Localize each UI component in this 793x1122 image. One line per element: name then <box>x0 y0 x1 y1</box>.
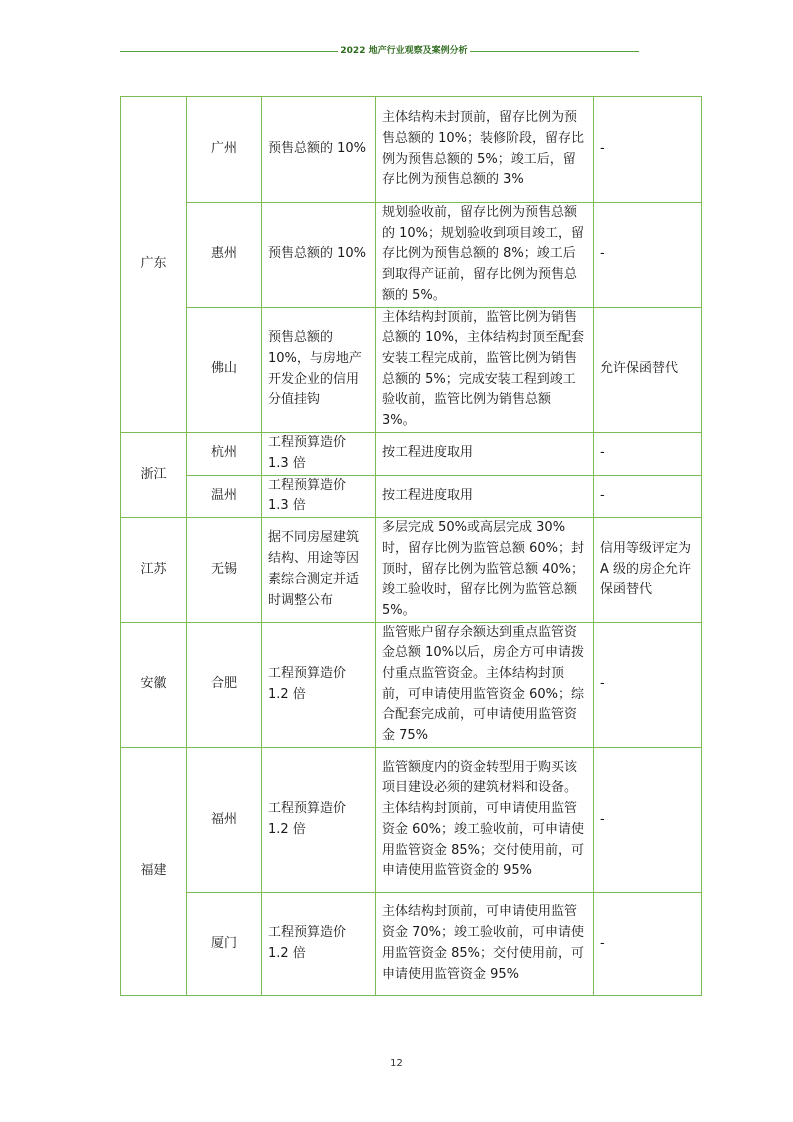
header-rule-left <box>120 51 338 52</box>
province-cell: 安徽 <box>121 622 187 747</box>
province-cell: 广东 <box>121 97 187 433</box>
schedule-cell: 主体结构封顶前，可申请使用监管资金 70%；竣工验收前，可申请使用监管资金 85%；交付使用前，可申请使用监管资金 95% <box>376 892 594 995</box>
city-cell: 无锡 <box>187 518 262 623</box>
note-cell: - <box>594 203 702 308</box>
running-header: 2022 地产行业观察及案例分析 <box>340 46 468 56</box>
page-number: 12 <box>390 1058 403 1069</box>
table-row <box>121 97 702 203</box>
table-row <box>121 518 702 623</box>
table-row <box>121 622 702 747</box>
note-cell: - <box>594 432 702 475</box>
city-cell: 合肥 <box>187 622 262 747</box>
city-cell: 广州 <box>187 97 262 203</box>
amount-cell: 工程预算造价 1.3 倍 <box>262 475 376 517</box>
province-cell: 福建 <box>121 747 187 995</box>
note-cell: - <box>594 892 702 995</box>
table-row <box>121 892 702 995</box>
schedule-cell: 按工程进度取用 <box>376 432 594 475</box>
note-cell: - <box>594 747 702 892</box>
city-cell: 佛山 <box>187 307 262 432</box>
amount-cell: 工程预算造价 1.2 倍 <box>262 622 376 747</box>
schedule-cell: 主体结构未封顶前，留存比例为预售总额的 10%；装修阶段，留存比例为预售总额的 5%；竣工后，留存比例为预售总额的 3% <box>376 97 594 203</box>
note-cell: 允许保函替代 <box>594 307 702 432</box>
amount-cell: 工程预算造价 1.2 倍 <box>262 892 376 995</box>
note-cell: - <box>594 97 702 203</box>
schedule-cell: 主体结构封顶前，监管比例为销售总额的 10%，主体结构封顶至配套安装工程完成前，监管比例为销售总额的 5%；完成安装工程到竣工验收前，监管比例为销售总额 3%。 <box>376 307 594 432</box>
city-cell: 福州 <box>187 747 262 892</box>
schedule-cell: 监管账户留存余额达到重点监管资金总额 10%以后，房企方可申请拨付重点监管资金。主体结构封顶前，可申请使用监管资金 60%；综合配套完成前，可申请使用监管资金 75% <box>376 622 594 747</box>
note-cell: 信用等级评定为 A 级的房企允许保函替代 <box>594 518 702 623</box>
table-row <box>121 307 702 432</box>
province-cell: 浙江 <box>121 432 187 517</box>
amount-cell: 工程预算造价 1.2 倍 <box>262 747 376 892</box>
amount-cell: 预售总额的 10% <box>262 97 376 203</box>
regulation-table <box>120 96 702 996</box>
table-row <box>121 747 702 892</box>
province-cell: 江苏 <box>121 518 187 623</box>
table-row <box>121 475 702 517</box>
header-rule-right <box>470 51 639 52</box>
schedule-cell: 监管额度内的资金转型用于购买该项目建设必须的建筑材料和设备。主体结构封顶前，可申请使用监管资金 60%；竣工验收前，可申请使用监管资金 85%；交付使用前，可申请使用监管资金的 95% <box>376 747 594 892</box>
schedule-cell: 按工程进度取用 <box>376 475 594 517</box>
note-cell: - <box>594 622 702 747</box>
amount-cell: 预售总额的 10% <box>262 203 376 308</box>
city-cell: 厦门 <box>187 892 262 995</box>
table-row <box>121 432 702 475</box>
schedule-cell: 规划验收前，留存比例为预售总额的 10%；规划验收到项目竣工，留存比例为预售总额的 8%；竣工后到取得产证前，留存比例为预售总额的 5%。 <box>376 203 594 308</box>
note-cell: - <box>594 475 702 517</box>
amount-cell: 据不同房屋建筑结构、用途等因素综合测定并适时调整公布 <box>262 518 376 623</box>
city-cell: 温州 <box>187 475 262 517</box>
city-cell: 杭州 <box>187 432 262 475</box>
amount-cell: 工程预算造价 1.3 倍 <box>262 432 376 475</box>
city-cell: 惠州 <box>187 203 262 308</box>
amount-cell: 预售总额的 10%，与房地产开发企业的信用分值挂钩 <box>262 307 376 432</box>
schedule-cell: 多层完成 50%或高层完成 30%时，留存比例为监管总额 60%；封顶时，留存比例为监管总额 40%；竣工验收时，留存比例为监管总额 5%。 <box>376 518 594 623</box>
table-row <box>121 203 702 308</box>
